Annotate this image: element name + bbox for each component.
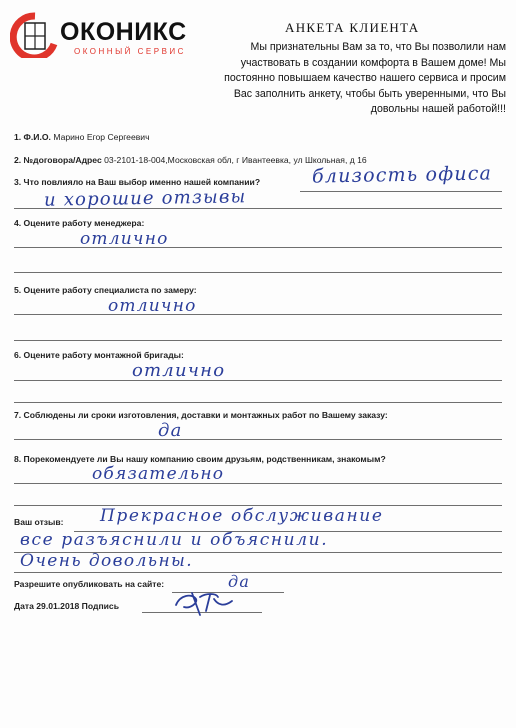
- question-8: [14, 454, 386, 464]
- question-7: [14, 410, 388, 420]
- answer-line: [14, 572, 502, 573]
- intro-text: Мы признательны Вам за то, что Вы позволили нам участвовать в создании комфорта в Вашем доме! Мы постоянно повышаем качество нашего сервиса и просим Вас заполнить анкету, чтобы быть уверенными, что Вы довольны нашей работой!!!: [224, 41, 506, 116]
- answer-line: [14, 272, 502, 273]
- question-5-label: 5. Оцените работу специалиста по замеру:: [14, 285, 197, 295]
- answer-line: [14, 340, 502, 341]
- answer-line: [14, 380, 502, 381]
- review-label: Ваш отзыв:: [14, 517, 64, 527]
- question-3-label: 3. Что повлияло на Ваш выбор именно нашей компании?: [14, 177, 261, 187]
- question-6-label: 6. Оцените работу монтажной бригады:: [14, 350, 184, 360]
- answer-4: отлично: [80, 229, 169, 249]
- answer-line: [300, 191, 502, 192]
- question-2-value: 03-2101-18-004,Московская обл, г Ивантеевка, ул Школьная, д 16: [104, 155, 367, 165]
- answer-6: отлично: [132, 360, 226, 381]
- brand-tagline: ОКОННЫЙ СЕРВИС: [74, 47, 186, 56]
- handwritten-signature: [170, 585, 240, 621]
- company-logo: [10, 12, 210, 58]
- publish-label: Разрешите опубликовать на сайте:: [14, 579, 165, 589]
- form-title: АНКЕТА КЛИЕНТА: [285, 20, 420, 35]
- review-line-2: все разъяснили и объяснили.: [20, 530, 329, 550]
- review-line-3: Очень довольны.: [20, 551, 194, 571]
- answer-line: [14, 314, 502, 315]
- question-1: [14, 132, 150, 142]
- answer-3-line-1: близость офиса: [311, 162, 493, 188]
- question-1-value: Марино Егор Сергеевич: [53, 132, 150, 142]
- question-4: [14, 218, 144, 228]
- review-line-1: Прекрасное обслуживание: [100, 506, 384, 526]
- question-2: [14, 155, 367, 165]
- question-2-label: 2. №договора/Адрес: [14, 155, 102, 165]
- window-logo-icon: [10, 12, 60, 58]
- question-3: [14, 177, 260, 187]
- answer-3-line-2: и хорошие отзывы: [43, 186, 247, 211]
- question-4-label: 4. Оцените работу менеджера:: [14, 218, 145, 228]
- question-8-label: 8. Порекомендуете ли Вы нашу компанию своим друзьям, родственникам, знакомым?: [14, 454, 386, 464]
- question-6: [14, 350, 184, 360]
- answer-line: [14, 439, 502, 440]
- answer-line: [14, 483, 502, 484]
- date-signature-label: Дата 29.01.2018 Подпись: [14, 601, 119, 611]
- question-7-label: 7. Соблюдены ли сроки изготовления, доставки и монтажных работ по Вашему заказу:: [14, 410, 388, 420]
- answer-5: отлично: [108, 296, 197, 316]
- answer-line: [14, 402, 502, 403]
- brand-name: ОКОНИКС: [60, 18, 187, 46]
- question-1-label: 1. Ф.И.О.: [14, 132, 51, 142]
- answer-8: обязательно: [92, 464, 225, 484]
- question-5: [14, 285, 197, 295]
- publish-answer: да: [228, 572, 251, 591]
- answer-7: да: [158, 420, 183, 441]
